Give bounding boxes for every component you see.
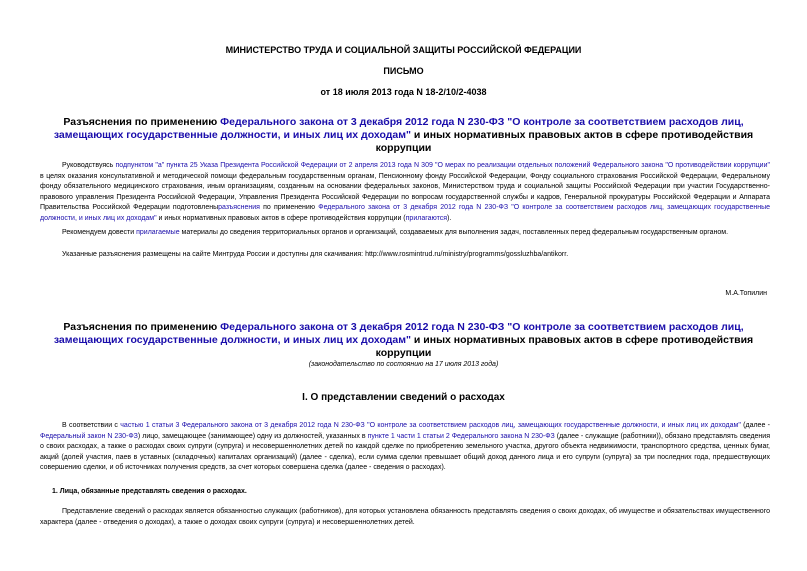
text-fragment: (далее - служащие (работники)), обязано представлять сведения о своих расходах, а также о расходах своих супруги (супруга) и несовершеннолетних детей по каждой сделке по приобретению земельного участка, другого объекта недвижимости, транспортного средства, ценных бумаг, акций (долей участия, паев в уставных (складочных) капиталах организаций) (далее - сделка), если сумма сделки превышает общий доход данного лица и его супруги (супруга) за три последних года, предшествующих совершению сделки, и об источниках получения средств, за счет которых совершена сделка (далее - сведения о расходах). bbox=[40, 432, 770, 472]
section-heading: I. О представлении сведений о расходах bbox=[302, 392, 505, 403]
title-prefix: Разъяснения по применению bbox=[63, 116, 221, 128]
law-link[interactable]: Федерального закона от 3 декабря 2012 года N 230-ФЗ "О контроле за соответствием расходов лиц, замещающих государственные должности, и иных лиц их доходам" bbox=[40, 204, 770, 222]
document-type: ПИСЬМО bbox=[383, 66, 424, 76]
document-title bbox=[40, 116, 767, 155]
explanations-title bbox=[40, 321, 767, 360]
ministry-name: МИНИСТЕРСТВО ТРУДА И СОЦИАЛЬНОЙ ЗАЩИТЫ РОССИЙСКОЙ ФЕДЕРАЦИИ bbox=[225, 45, 582, 55]
law-article-link[interactable]: частью 1 статьи 3 Федерального закона от 3 декабря 2012 года N 230-ФЗ "О контроле за соответствием расходов лиц, замещающих государственные должности, и иных лиц их доходам" bbox=[120, 422, 741, 429]
legislation-note: (законодательство по состоянию на 17 июля 2013 года) bbox=[308, 361, 499, 368]
title-law-link[interactable]: Федерального закона от 3 декабря 2012 года N 230-ФЗ "О контроле за соответствием расходов лиц, замещающих государственные должности, и иных лиц их доходам" bbox=[53, 321, 744, 346]
law-clause-link[interactable]: пункте 1 части 1 статьи 2 Федерального закона N 230-ФЗ bbox=[367, 432, 555, 440]
paragraph-recommend bbox=[40, 228, 770, 239]
text-fragment: В соответствии с bbox=[62, 422, 121, 429]
text-fragment: Рекомендуем довести bbox=[62, 229, 137, 236]
decree-link[interactable]: подпунктом "а" пункта 25 Указа Президента Российской Федерации от 2 апреля 2013 года N 309 "О мерах по реализации отдельных положений Федерального закона "О противодействии коррупции" bbox=[115, 162, 770, 169]
text-fragment: Представление сведений о расходах является обязанностью служащих (работников), для которых установлена обязанность представлять сведения о своих доходах, об имуществе и обязательствах имущественного характера (далее - отведения о доходах), а также о доходах своих супруги (супруга) и несовершеннолетних детей. bbox=[40, 508, 770, 526]
text-fragment: ) лицо, замещающее (занимающее) одну из должностей, указанных в bbox=[137, 432, 368, 440]
text-fragment: Руководствуясь bbox=[62, 162, 116, 169]
paragraph-section1 bbox=[40, 421, 770, 474]
text-fragment: Указанные разъяснения размещены на сайте Минтруда России и доступны для скачивания: http://www.rosmintrud.ru/ministry/programms/gossluzhba/antikorr. bbox=[62, 251, 569, 258]
title-prefix: Разъяснения по применению bbox=[63, 321, 221, 333]
subsection-heading bbox=[40, 488, 247, 495]
attached-link[interactable]: прилагаются bbox=[405, 214, 448, 222]
explanations-link[interactable]: разъяснения bbox=[218, 204, 260, 212]
federal-law-link[interactable]: Федеральный закон N 230-ФЗ bbox=[40, 432, 138, 440]
text-fragment: по применению bbox=[259, 204, 319, 212]
text-fragment: ). bbox=[447, 214, 452, 222]
text-fragment: 1. Лица, обязанные представлять сведения о расходах. bbox=[52, 488, 247, 495]
text-fragment: материалы до сведения территориальных органов и организаций, создаваемых для выполнения задач, поставленных перед федеральным государственным органом. bbox=[179, 229, 729, 236]
paragraph-intro bbox=[40, 161, 770, 225]
signature: М.А.Топилин bbox=[725, 290, 767, 297]
title-law-link[interactable]: Федерального закона от 3 декабря 2012 года N 230-ФЗ "О контроле за соответствием расходов лиц, замещающих государственные должности, и иных лиц их доходам" bbox=[53, 116, 744, 141]
text-fragment: и иных нормативных правовых актов в сфере противодействия коррупции ( bbox=[156, 214, 406, 222]
document-date-number: от 18 июля 2013 года N 18-2/10/2-4038 bbox=[320, 87, 487, 97]
title-suffix: и иных нормативных правовых актов в сфере противодействия коррупции bbox=[375, 129, 754, 154]
paragraph-subsection1 bbox=[40, 507, 770, 528]
text-fragment: (далее - bbox=[740, 422, 771, 429]
text-fragment: в целях оказания консультативной и методической помощи федеральным государственным органам, Пенсионному фонду Российской Федерации, Фонду социального страхования Российской Федерации, Федеральному фонду обязательного медицинского страхования, иным организациям, созданным на основании федеральных законов, Министерством труда и социальной защиты Российской Федерации при участии Государственно-правового управления Президента Российской Федерации, Управления Президента Российской Федерации по вопросам государственной службы и кадров, Генеральной прокуратуры Российской Федерации и Аппарата Правительства Российской Федерации подготовлены bbox=[40, 172, 770, 212]
paragraph-website bbox=[40, 250, 770, 261]
attached-materials-link[interactable]: прилагаемые bbox=[136, 229, 180, 236]
title-suffix: и иных нормативных правовых актов в сфере противодействия коррупции bbox=[375, 334, 754, 359]
